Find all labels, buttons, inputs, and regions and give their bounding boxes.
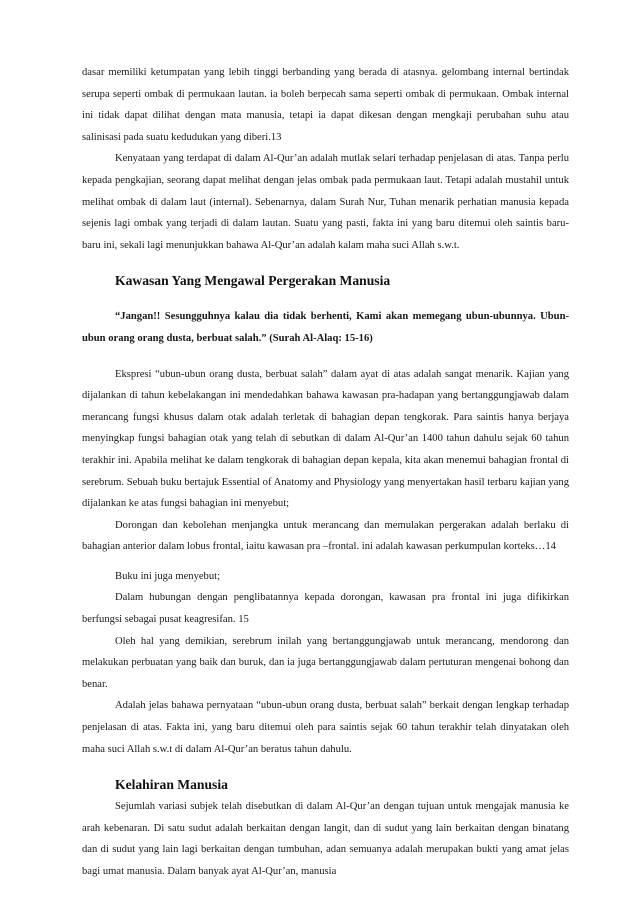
paragraph-pernyataan: Adalah jelas bahawa pernyataan “ubun-ubun orang dusta, berbuat salah” berkait dengan lengkap terhadap penjelasan di atas. Fakta ini, yang baru ditemui oleh para saintis sejak 60 tahun terakhir telah dinyatakan oleh maha suci Allah s.w.t di dalam Al-Qur’an beratus tahun dahulu. [82, 700, 569, 755]
paragraph-dorongan: Dorongan dan kebolehan menjangka untuk merancang dan memulakan pergerakan adalah berlaku di bahagian anterior dalam lobus frontal, iaitu kawasan pra –frontal. ini adalah kawasan perkumpulan korteks…14 [82, 519, 569, 553]
paragraph-hubungan: Dalam hubungan dengan penglibatannya kepada dorongan, kawasan pra frontal ini juga difikirkan berfungsi sebagai pusat keagresifan. 15 [82, 592, 569, 626]
paragraph-ombak-internal: dasar memiliki ketumpatan yang lebih tinggi berbanding yang berada di atasnya. gelombang internal bertindak serupa seperti ombak di permukaan lautan. ia boleh berpecah sama seperti ombak di permukaan. Ombak internal ini tidak dapat dilihat dengan mata manusia, tetapi ia dapat dikesan dengan mengkaji perubahan suhu atau salinisasi pada suatu kedudukan yang diberi.13 [82, 67, 569, 143]
paragraph-ekspresi: Ekspresi “ubun-ubun orang dusta, berbuat salah” dalam ayat di atas adalah sangat menarik. Kajian yang dijalankan di tahun kebelakangan ini mendedahkan bahawa kawasan pra-hadapan yang bertanggungjawab dalam merancang fungsi khusus dalam otak adalah terletak di bahagian depan tengkorak. Para saintis hanya berjaya menyingkap fungsi bahagian otak yang telah di sebutkan di dalam Al-Qur’an 1400 tahun dahulu sejak 60 tahun terakhir ini. Apabila melihat ke dalam tengkorak di bahagian depan kepala, kita akan menemui bahagian frontal di serebrum. Sebuah buku bertajuk Essential of Anatomy and Physiology yang menyertakan hasil terbaru kajian yang dijalankan ke atas fungsi bahagian ini menyebut; [82, 368, 569, 510]
paragraph-variasi-subjek: Sejumlah variasi subjek telah disebutkan di dalam Al-Qur’an dengan tujuan untuk mengajak manusia ke arah kebenaran. Di satu sudut adalah berkaitan dengan langit, dan di sudut yang lain berkaitan dengan binatang dan di sudut yang lain lagi berkaitan dengan tumbuhan, adan semuanya adalah merupakan bukti yang amat jelas bagi umat manusia. Dalam banyak ayat Al-Qur’an, manusia [82, 801, 569, 877]
quote-surah-al-alaq: “Jangan!! Sesungguhnya kalau dia tidak berhenti, Kami akan memegang ubun-ubunnya. Ubun-ubun orang orang dusta, berbuat salah.” (Surah Al-Alaq: 15-16) [82, 311, 569, 344]
paragraph-kenyataan: Kenyataan yang terdapat di dalam Al-Qur’an adalah mutlak selari terhadap penjelasan di atas. Tanpa perlu kepada pengkajian, seorang dapat melihat dengan jelas ombak pada permukaan laut. Tetapi adalah mustahil untuk melihat ombak di dalam laut (internal). Sebenarnya, dalam Surah Nur, Tuhan menarik perhatian manusia kepada sejenis lagi ombak yang terjadi di dalam lautan. Suatu yang pasti, fakta ini yang baru ditemui oleh saintis baru-baru ini, sekali lagi menunjukkan bahawa Al-Qur’an adalah kalam maha suci Allah s.w.t. [82, 153, 569, 251]
heading-kelahiran-manusia: Kelahiran Manusia [115, 777, 228, 793]
paragraph-buku-menyebut: Buku ini juga menyebut; [115, 570, 221, 582]
heading-kawasan-pergerakan: Kawasan Yang Mengawal Pergerakan Manusia [115, 273, 391, 289]
paragraph-serebrum: Oleh hal yang demikian, serebrum inilah yang bertanggungjawab untuk merancang, mendorong dan melakukan perbuatan yang baik dan buruk, dan ia juga bertanggungjawab dalam pertuturan mengenai bohong dan benar. [82, 635, 569, 690]
document-page [82, 62, 569, 883]
